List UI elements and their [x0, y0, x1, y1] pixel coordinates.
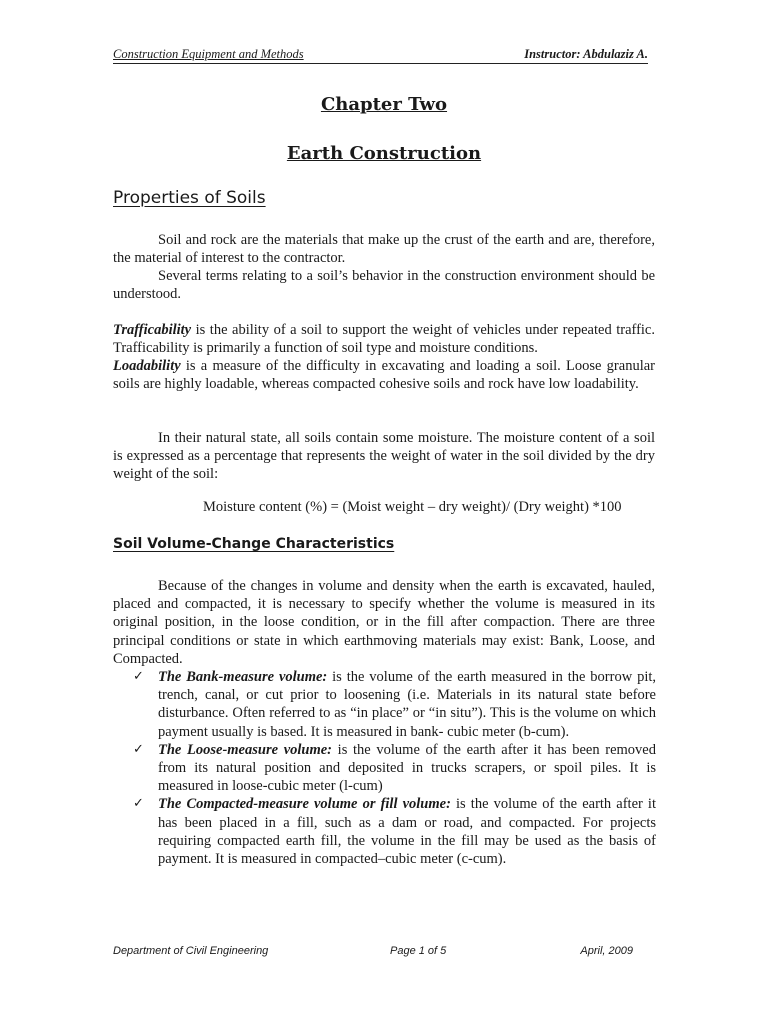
compacted-text: is the volume of the earth after it has been placed in a fill, such as a dam or road, and compacted. For projects requiring compacted earth fill, the volume in the fill may be used as the basis of payment. It is measured in compacted–cubic meter (c-cum). — [158, 796, 656, 868]
checkmark-icon: ✓ — [133, 741, 144, 757]
loadability-term: Loadability — [113, 358, 181, 374]
loadability-text: is a measure of the difficulty in excavating and loading a soil. Loose granular soils are highly loadable, whereas compacted cohesive soils and rock have low loadability. — [113, 358, 655, 393]
section-heading-volume-change: Soil Volume-Change Characteristics — [113, 536, 395, 552]
footer-date: April, 2009 — [580, 945, 633, 957]
course-title: Construction Equipment and Methods — [113, 47, 304, 61]
loose-term: The Loose-measure volume: — [158, 741, 333, 758]
bank-term: The Bank-measure volume: — [158, 669, 328, 685]
page-footer — [113, 945, 633, 961]
trafficability-text: is the ability of a soil to support the weight of vehicles under repeated traffic. Trafficability is primarily a function of soil type and moisture conditions. — [113, 322, 655, 357]
trafficability-term: Trafficability — [113, 322, 192, 338]
list-item-compacted — [133, 795, 656, 868]
volume-intro-paragraph: Because of the changes in volume and density when the earth is excavated, hauled, placed and compacted, it is necessary to specify whether the volume is measured in its original position, in the loose condition, or in the fill after compaction. There are three principal conditions or state in which earthmoving materials may exist: Bank, Loose, and Compacted. — [113, 578, 655, 667]
chapter-number: Chapter Two — [320, 94, 448, 115]
section-heading-properties: Properties of Soils — [113, 188, 266, 208]
page-header — [113, 47, 648, 64]
bank-text: is the volume of the earth measured in the borrow pit, trench, canal, or cut prior to loosening (i.e. Materials in its natural state before disturbance. Often referred to as “in place” or “in situ”). This is the volume on which payment usually is based. It is measured in bank- cubic meter (b-cum). — [158, 669, 656, 740]
compacted-term: The Compacted-measure volume or fill volume: — [158, 796, 451, 813]
chapter-title: Earth Construction — [286, 143, 482, 164]
instructor-name: Instructor: Abdulaziz A. — [524, 47, 648, 61]
loadability-paragraph — [113, 357, 655, 393]
trafficability-paragraph — [113, 321, 655, 357]
footer-page-number: Page 1 of 5 — [390, 945, 447, 957]
footer-department: Department of Civil Engineering — [113, 945, 269, 957]
intro-paragraph-2: Several terms relating to a soil’s behavior in the construction environment should be understood. — [113, 268, 655, 303]
intro-paragraph-1: Soil and rock are the materials that make up the crust of the earth and are, therefore, the material of interest to the contractor. — [113, 232, 655, 267]
moisture-paragraph: In their natural state, all soils contain some moisture. The moisture content of a soil is expressed as a percentage that represents the weight of water in the soil divided by the dry weight of the soil: — [113, 430, 655, 483]
moisture-formula: Moisture content (%) = (Moist weight – dry weight)/ (Dry weight) *100 — [203, 499, 622, 515]
list-item-bank — [133, 668, 656, 741]
loose-text: is the volume of the earth after it has been removed from its natural position and deposited in trucks scrapers, or spoil piles. It is measured in loose-cubic meter (l-cum) — [158, 741, 656, 795]
list-item-loose — [133, 741, 656, 796]
checkmark-icon: ✓ — [133, 669, 144, 684]
volume-condition-list — [133, 668, 656, 868]
checkmark-icon: ✓ — [133, 796, 144, 812]
